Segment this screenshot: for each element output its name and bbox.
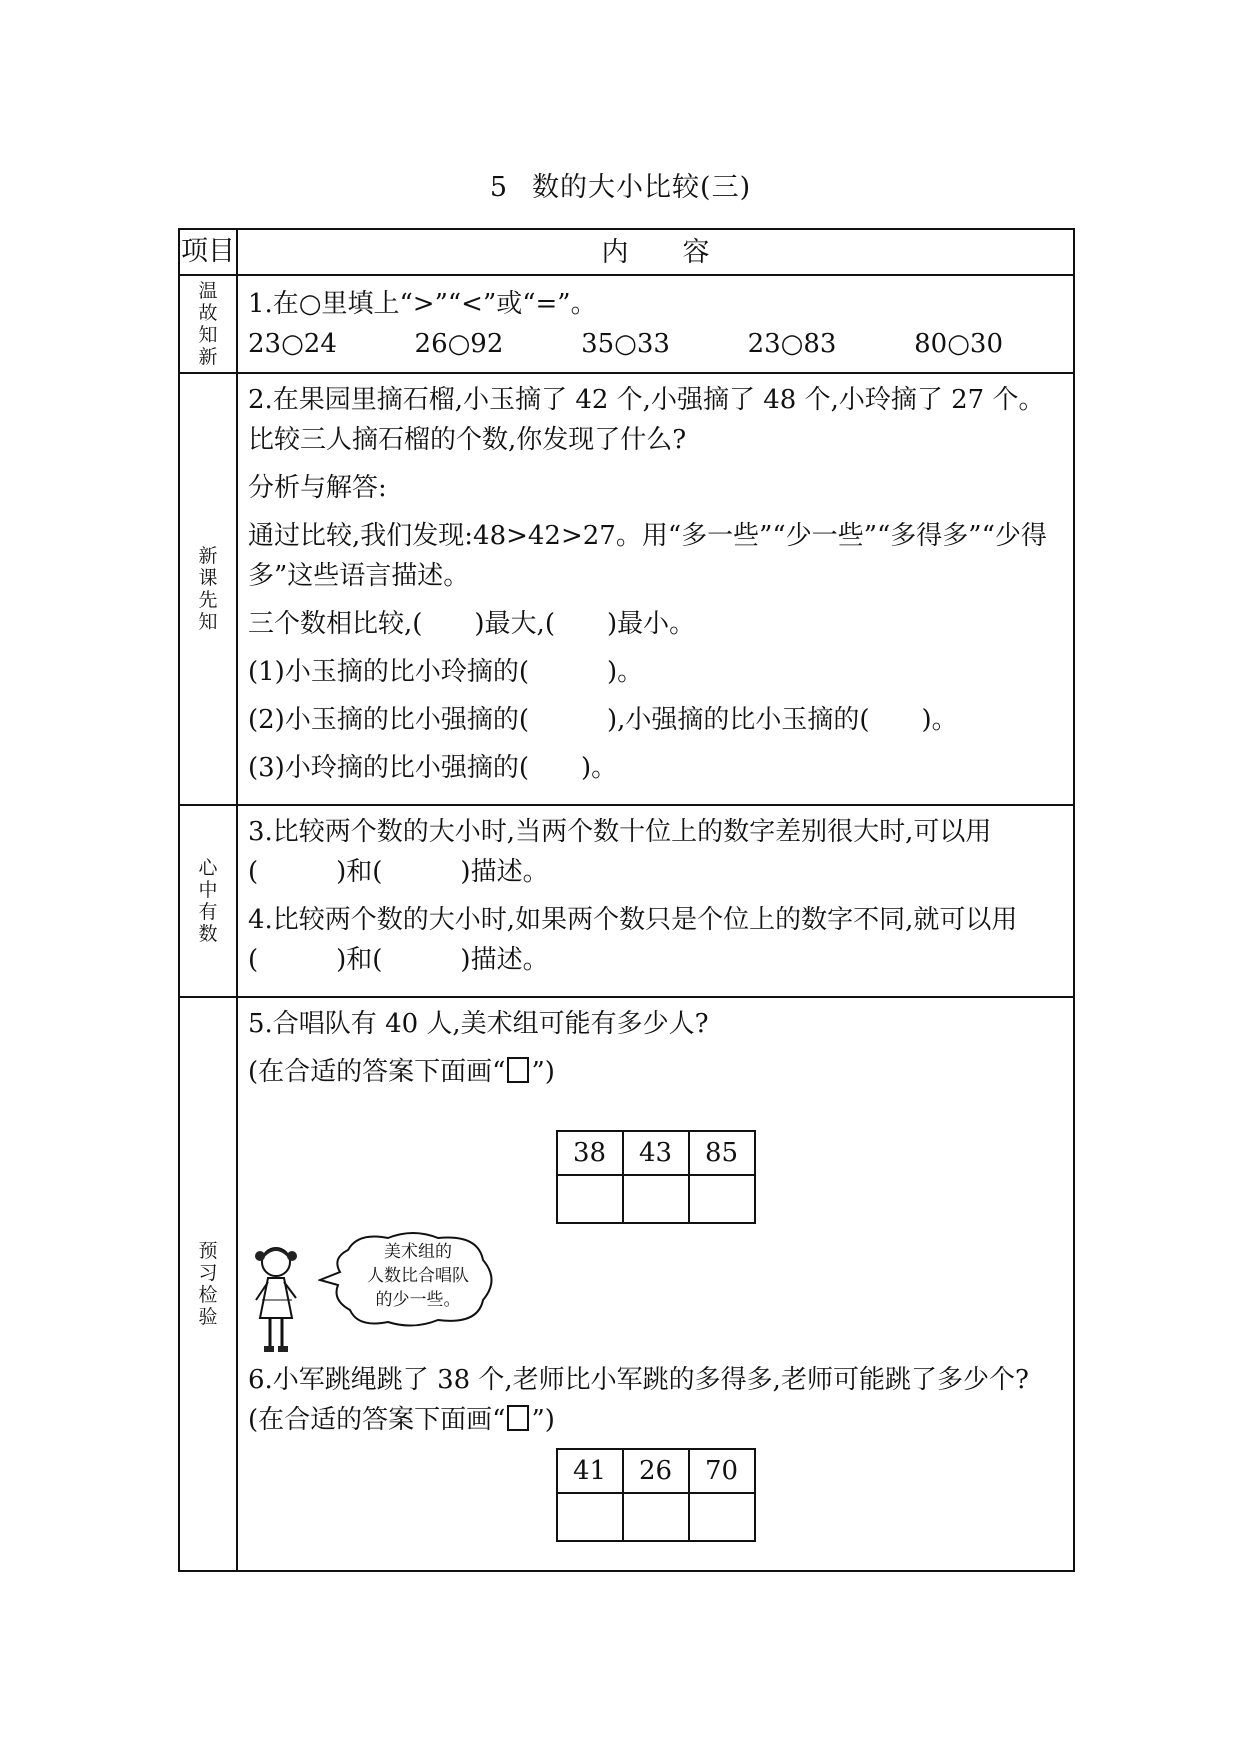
label-char: 预 — [198, 1240, 218, 1262]
fill-line-4[interactable]: (3)小玲摘的比小强摘的( )。 — [248, 753, 618, 783]
answer-cell[interactable] — [557, 1493, 623, 1541]
section-label-preview-check — [179, 997, 237, 1571]
option-cell: 85 — [689, 1131, 755, 1175]
comparison-item[interactable]: 80○30 — [914, 329, 1003, 359]
label-char: 先 — [198, 589, 218, 611]
question-2: 2.在果园里摘石榴,小玉摘了 42 个,小强摘了 48 个,小玲摘了 27 个。比较三人摘石榴的个数,你发现了什么? — [248, 385, 1045, 455]
option-cell: 26 — [623, 1449, 689, 1493]
comparison-item[interactable]: 23○24 — [248, 329, 337, 359]
header-item: 项目 — [179, 229, 237, 275]
section-label-summary — [179, 805, 237, 997]
label-char: 有 — [198, 901, 218, 923]
girl-icon — [248, 1240, 308, 1360]
question-5-hint: (在合适的答案下面画“ ”) — [248, 1057, 555, 1087]
label-char: 故 — [198, 302, 218, 324]
question-6: 6.小军跳绳跳了 38 个,老师比小军跳的多得多,老师可能跳了多少个?(在合适的答案下面画“ ”) — [248, 1365, 1029, 1435]
square-icon — [507, 1057, 529, 1083]
option-cell: 38 — [557, 1131, 623, 1175]
label-char: 新 — [198, 346, 218, 368]
answer-cell[interactable] — [623, 1493, 689, 1541]
answer-cell[interactable] — [623, 1175, 689, 1223]
label-char: 心 — [198, 857, 218, 879]
section-content-new-lesson — [237, 373, 1074, 805]
analysis-label: 分析与解答: — [248, 473, 387, 503]
question-1: 1.在○里填上“>”“<”或“=”。 — [248, 289, 597, 319]
title-number: 5 — [489, 172, 509, 203]
answer-cell[interactable] — [689, 1175, 755, 1223]
square-icon — [507, 1405, 529, 1431]
question-3[interactable]: 3.比较两个数的大小时,当两个数十位上的数字差别很大时,可以用( )和( )描述。 — [248, 817, 992, 887]
section-preview-check — [179, 997, 1074, 1571]
fill-line-1[interactable]: 三个数相比较,( )最大,( )最小。 — [248, 609, 696, 639]
option-cell: 43 — [623, 1131, 689, 1175]
section-review — [179, 275, 1074, 373]
header-content: 内 容 — [237, 229, 1074, 275]
worksheet-table — [178, 228, 1075, 1572]
comparison-item[interactable]: 26○92 — [414, 329, 504, 359]
answer-table-q5 — [556, 1130, 756, 1224]
label-char: 新 — [198, 545, 218, 567]
label-char: 知 — [198, 611, 218, 633]
answer-cell[interactable] — [557, 1175, 623, 1223]
label-char: 知 — [198, 324, 218, 346]
label-char: 温 — [198, 280, 218, 302]
answer-table-q6 — [556, 1448, 756, 1542]
section-label-review — [179, 275, 237, 373]
finding-text: 通过比较,我们发现:48>42>27。用“多一些”“少一些”“多得多”“少得多”这些语言描述。 — [248, 521, 1047, 591]
label-char: 中 — [198, 879, 218, 901]
option-cell: 41 — [557, 1449, 623, 1493]
section-label-new-lesson — [179, 373, 237, 805]
fill-line-2[interactable]: (1)小玉摘的比小玲摘的( )。 — [248, 657, 644, 687]
girl-illustration — [248, 1230, 1063, 1360]
label-char: 习 — [198, 1262, 218, 1284]
label-char: 验 — [198, 1306, 218, 1328]
section-new-lesson — [179, 373, 1074, 805]
comparison-item[interactable]: 35○33 — [581, 329, 670, 359]
fill-line-3[interactable]: (2)小玉摘的比小强摘的( ),小强摘的比小玉摘的( )。 — [248, 705, 958, 735]
comparison-item[interactable]: 23○83 — [747, 329, 837, 359]
question-4[interactable]: 4.比较两个数的大小时,如果两个数只是个位上的数字不同,就可以用( )和( )描述。 — [248, 905, 1018, 975]
option-cell: 70 — [689, 1449, 755, 1493]
title-text: 数的大小比较(三) — [532, 172, 752, 203]
speech-bubble-text: 美术组的 人数比合唱队 的少一些。 — [367, 1242, 469, 1310]
label-char: 数 — [198, 923, 218, 945]
question-5: 5.合唱队有 40 人,美术组可能有多少人? — [248, 1009, 709, 1039]
label-char: 检 — [198, 1284, 218, 1306]
section-content-summary — [237, 805, 1074, 997]
section-content-review — [237, 275, 1074, 373]
section-summary — [179, 805, 1074, 997]
answer-cell[interactable] — [689, 1493, 755, 1541]
section-content-preview-check — [237, 997, 1074, 1571]
comparison-row — [248, 324, 1063, 364]
label-char: 课 — [198, 567, 218, 589]
page-title — [0, 165, 1241, 204]
table-header-row — [179, 229, 1074, 275]
